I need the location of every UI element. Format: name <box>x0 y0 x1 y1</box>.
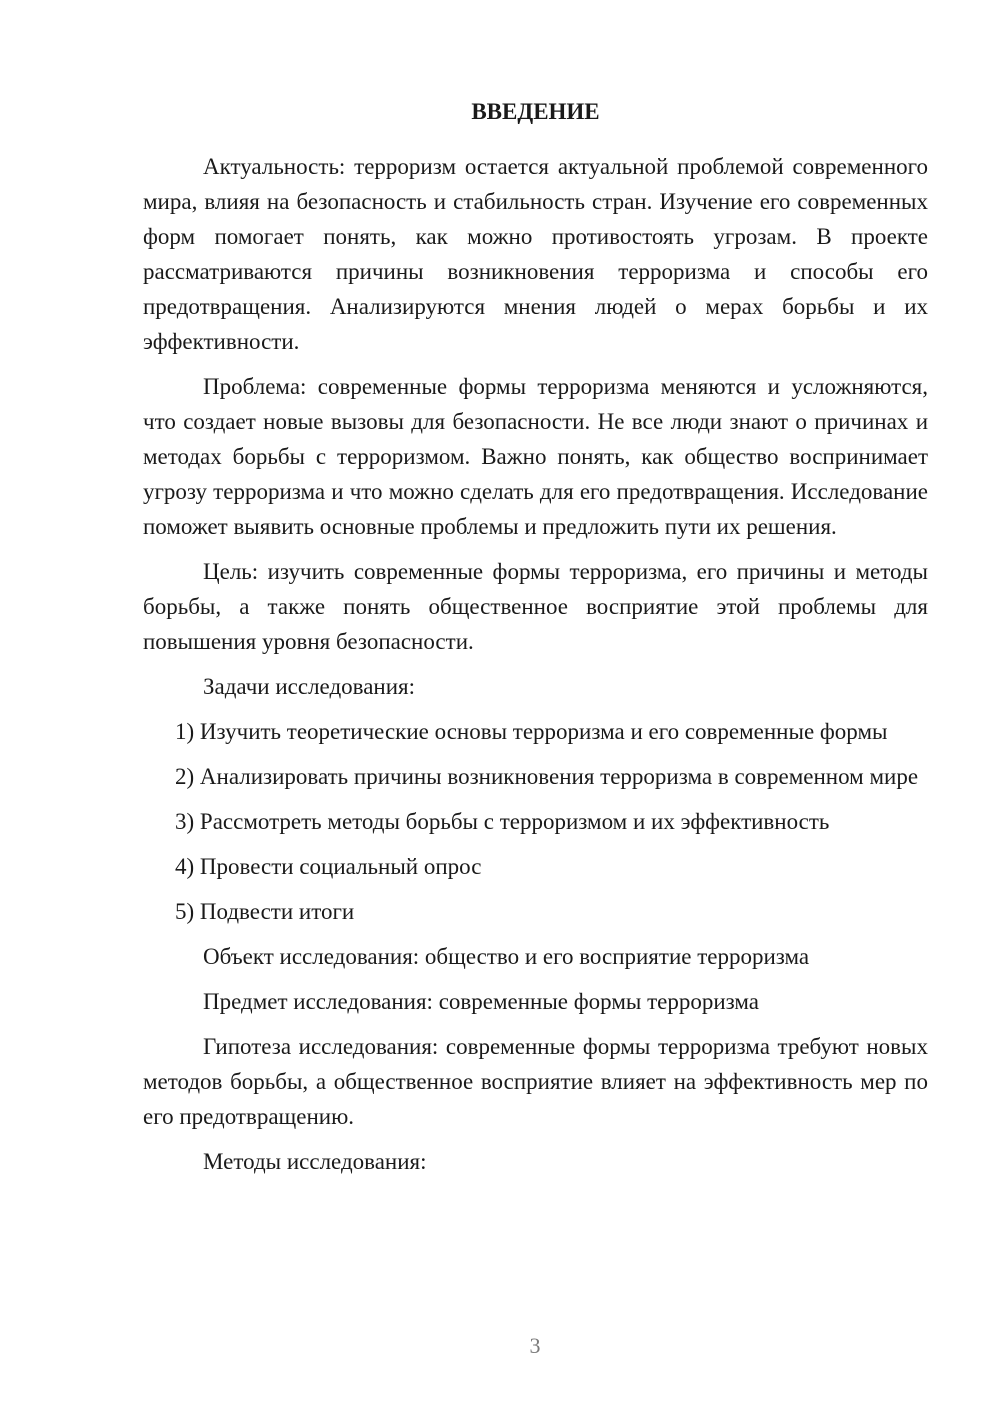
problem-paragraph: Проблема: современные формы терроризма меняются и усложняются, что создает новые вызовы для безопасности. Не все люди знают о причинах и методах борьбы с терроризмом. Важно понять, как общество воспринимает угрозу терроризма и что можно сделать для его предотвращения. Исследование поможет выявить основные проблемы и предложить пути их решения. <box>143 374 928 539</box>
tasks-heading: Задачи исследования: <box>203 674 416 699</box>
goal-paragraph: Цель: изучить современные формы терроризма, его причины и методы борьбы, а также понять общественное восприятие этой проблемы для повышения уровня безопасности. <box>143 559 928 654</box>
page-number: 3 <box>529 1333 541 1358</box>
task-item-2: 2) Анализировать причины возникновения терроризма в современном мире <box>175 764 919 789</box>
page-title: ВВЕДЕНИЕ <box>471 99 600 124</box>
task-item-1: 1) Изучить теоретические основы терроризма и его современные формы <box>175 719 888 744</box>
subject-paragraph: Предмет исследования: современные формы терроризма <box>203 989 760 1014</box>
object-paragraph: Объект исследования: общество и его восприятие терроризма <box>203 944 810 969</box>
relevance-paragraph: Актуальность: терроризм остается актуальной проблемой современного мира, влияя на безопасность и стабильность стран. Изучение его современных форм помогает понять, как можно противостоять угрозам. В проекте рассматриваются причины возникновения терроризма и способы его предотвращения. Анализируются мнения людей о мерах борьбы и их эффективности. <box>143 154 928 354</box>
document-body <box>143 94 928 1189</box>
methods-heading: Методы исследования: <box>203 1149 427 1174</box>
task-item-3: 3) Рассмотреть методы борьбы с терроризмом и их эффективность <box>175 809 830 834</box>
task-item-5: 5) Подвести итоги <box>175 899 355 924</box>
hypothesis-paragraph: Гипотеза исследования: современные формы терроризма требуют новых методов борьбы, а общественное восприятие влияет на эффективность мер по его предотвращению. <box>143 1034 928 1129</box>
task-item-4: 4) Провести социальный опрос <box>175 854 482 879</box>
